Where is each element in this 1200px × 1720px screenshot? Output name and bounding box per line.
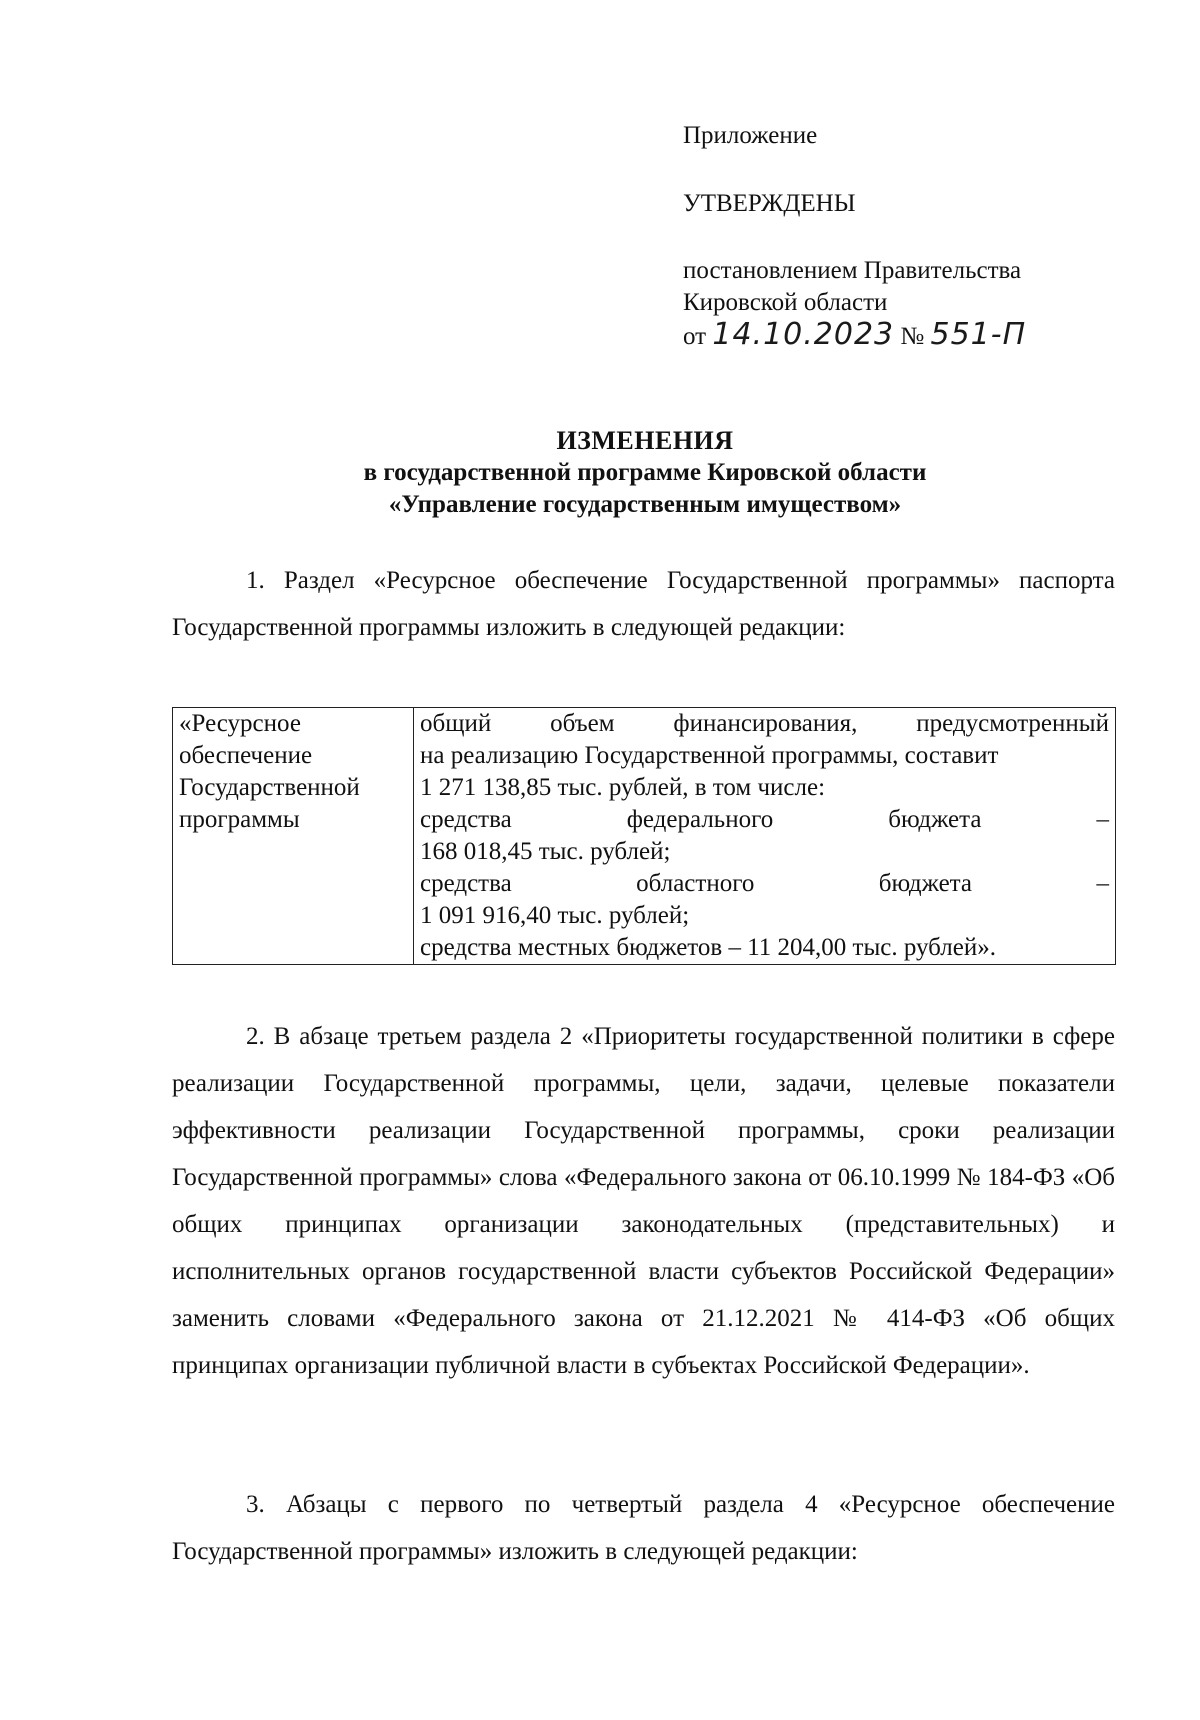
funding-line-1 xyxy=(420,708,1109,740)
decree-line-2: Кировской области xyxy=(683,289,888,316)
federal-budget-line xyxy=(420,804,1109,836)
regional-budget-amount: 1 091 916,40 тыс. рублей; xyxy=(420,902,690,929)
word: средства xyxy=(420,806,512,833)
federal-budget-amount: 168 018,45 тыс. рублей; xyxy=(420,838,671,865)
word: средства xyxy=(420,870,512,897)
word: – xyxy=(1096,806,1109,833)
funding-line-2: на реализацию Государственной программы, составит xyxy=(420,742,999,769)
word: – xyxy=(1096,870,1109,897)
paragraph-2-text: 2. В абзаце третьем раздела 2 «Приоритеты государственной политики в сфере реализации Государственной программы, цели, задачи, целевые показатели эффективности реализации Государственной программы, сроки реализации Государственной программы» слова «Федерального закона от 06.10.1999 № 184-ФЗ «Об общих принципах организации законодательных (представительных) и исполнительных органов государственной власти субъектов Российской Федерации» заменить словами «Федерального закона от 21.12.2021 № 414-ФЗ «Об общих принципах организации публичной власти в субъектах Российской Федерации». xyxy=(172,1023,1115,1379)
word: предусмотренный xyxy=(916,710,1109,737)
funding-total: 1 271 138,85 тыс. рублей, в том числе: xyxy=(420,774,826,801)
document-title xyxy=(170,425,1120,521)
label-line: программы xyxy=(179,806,300,833)
paragraph-3 xyxy=(172,1481,1115,1575)
regional-budget-line xyxy=(420,868,1109,900)
handwritten-number: 551-П xyxy=(930,317,1027,352)
word: федерального xyxy=(626,806,774,833)
annex-label: Приложение xyxy=(683,122,818,149)
resource-table xyxy=(172,707,1116,965)
title-line-3: «Управление государственным имуществом» xyxy=(388,491,902,518)
paragraph-1 xyxy=(172,557,1115,651)
word: общий xyxy=(420,710,492,737)
word: бюджета xyxy=(888,806,982,833)
paragraph-1-text: 1. Раздел «Ресурсное обеспечение Государственной программы» паспорта Государственной программы изложить в следующей редакции: xyxy=(172,567,1115,641)
decree-line-1: постановлением Правительства xyxy=(683,257,1022,284)
table-row xyxy=(173,708,1116,965)
approved-label: УТВЕРЖДЕНЫ xyxy=(683,190,856,217)
title-main: ИЗМЕНЕНИЯ xyxy=(556,426,734,455)
word: бюджета xyxy=(878,870,973,897)
table-cell-label xyxy=(173,708,414,965)
label-line: обеспечение xyxy=(179,742,313,769)
decree-date-number xyxy=(683,319,1143,353)
title-line-2: в государственной программе Кировской области xyxy=(363,459,927,486)
handwritten-date: 14.10.2023 xyxy=(712,317,895,352)
number-sign: № xyxy=(900,323,925,350)
label-line: Государственной xyxy=(179,774,360,801)
paragraph-2 xyxy=(172,1013,1115,1389)
local-budget-line: средства местных бюджетов – 11 204,00 тыс. рублей». xyxy=(420,934,996,961)
word: финансирования, xyxy=(673,710,858,737)
approval-stamp-block xyxy=(683,120,1143,353)
paragraph-3-text: 3. Абзацы с первого по четвертый раздела 4 «Ресурсное обеспечение Государственной программы» изложить в следующей редакции: xyxy=(172,1491,1115,1565)
table-cell-value xyxy=(414,708,1116,965)
date-prefix: от xyxy=(683,323,707,350)
word: областного xyxy=(636,870,755,897)
label-line: «Ресурсное xyxy=(179,710,301,737)
word: объем xyxy=(550,710,615,737)
